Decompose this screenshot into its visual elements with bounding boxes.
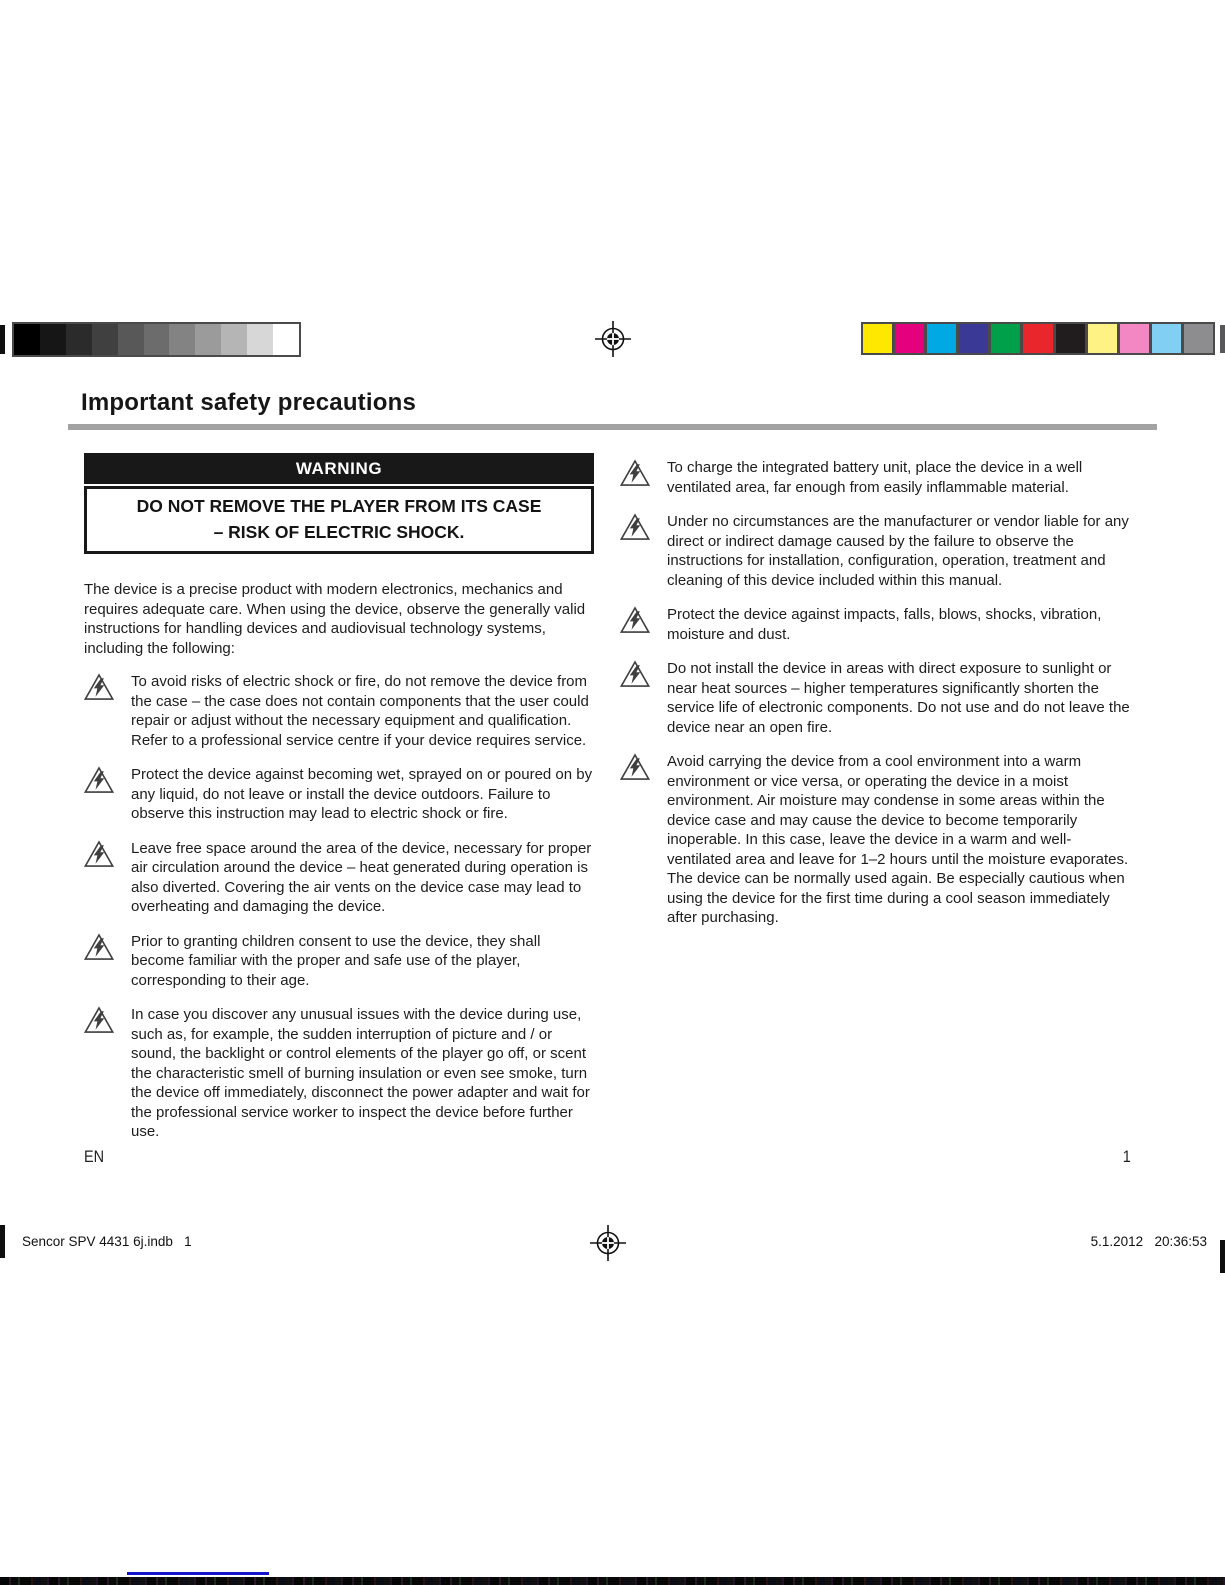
safety-item bbox=[84, 765, 594, 824]
safety-item-text: In case you discover any unusual issues with the device during use, such as, for example, the sudden interruption of picture and / or sound, the backlight or control elements of the player go off, or scent the characteristic smell of burning insulation or even see smoke, turn the device off immediately, disconnect the power adapter and wait for the professional service worker to inspect the device before further use. bbox=[131, 1006, 590, 1140]
electric-hazard-icon bbox=[84, 933, 114, 961]
calibration-swatch bbox=[1088, 324, 1117, 353]
calibration-swatch bbox=[863, 324, 892, 353]
page-edge-tick-top-left bbox=[0, 325, 5, 354]
safety-item bbox=[84, 839, 594, 917]
calibration-swatch bbox=[92, 324, 118, 355]
right-column bbox=[620, 458, 1134, 943]
title-underline bbox=[68, 424, 1157, 430]
calibration-swatch bbox=[144, 324, 170, 355]
scan-edge-noise bbox=[0, 1577, 1225, 1585]
safety-item bbox=[620, 605, 1134, 644]
calibration-swatch bbox=[1184, 324, 1213, 353]
calibration-swatch bbox=[66, 324, 92, 355]
safety-item-text: Protect the device against becoming wet, sprayed on or poured on by any liquid, do not leave or install the device outdoors. Failure to observe this instruction may lead to electric shock or fire. bbox=[131, 766, 593, 822]
calibration-swatch bbox=[1023, 324, 1052, 353]
grayscale-calibration-bar bbox=[12, 322, 301, 357]
safety-item-text: Protect the device against impacts, falls, blows, shocks, vibration, moisture and dust. bbox=[667, 606, 1102, 643]
page-edge-tick-footer-right bbox=[1220, 1240, 1225, 1273]
electric-hazard-icon bbox=[620, 660, 650, 688]
registration-mark-icon bbox=[586, 1221, 630, 1265]
color-calibration-bar bbox=[861, 322, 1215, 355]
calibration-swatch bbox=[991, 324, 1020, 353]
page-edge-tick-footer-left bbox=[0, 1225, 5, 1258]
electric-hazard-icon bbox=[620, 459, 650, 487]
electric-hazard-icon bbox=[620, 606, 650, 634]
calibration-swatch bbox=[959, 324, 988, 353]
footer-timestamp: 5.1.2012 20:36:53 bbox=[1090, 1234, 1207, 1249]
intro-paragraph: The device is a precise product with modern electronics, mechanics and requires adequate care. When using the device, observe the generally valid instructions for handling devices and audiovisual technology systems, including the following: bbox=[84, 581, 586, 657]
safety-item-text: Under no circumstances are the manufacturer or vendor liable for any direct or indirect damage caused by the failure to observe the instructions for installation, configuration, operation, treatment and cleaning of this device included within this manual. bbox=[667, 513, 1129, 589]
safety-item bbox=[84, 672, 594, 750]
safety-item bbox=[620, 512, 1134, 590]
left-column bbox=[84, 453, 594, 1157]
electric-hazard-icon bbox=[84, 840, 114, 868]
warning-box-line1: DO NOT REMOVE THE PLAYER FROM ITS CASE bbox=[136, 496, 542, 516]
safety-item-text: Prior to granting children consent to use the device, they shall become familiar with the proper and safe use of the player, corresponding to their age. bbox=[131, 932, 541, 989]
safety-item bbox=[620, 659, 1134, 737]
warning-box-line2: – RISK OF ELECTRIC SHOCK. bbox=[213, 522, 465, 542]
electric-hazard-icon bbox=[84, 766, 114, 794]
safety-item bbox=[620, 458, 1134, 497]
safety-item-text: To charge the integrated battery unit, place the device in a well ventilated area, far enough from easily inflammable material. bbox=[667, 459, 1083, 496]
calibration-swatch bbox=[895, 324, 924, 353]
warning-box bbox=[84, 453, 594, 554]
calibration-swatch bbox=[14, 324, 40, 355]
safety-item bbox=[84, 1005, 594, 1142]
calibration-swatch bbox=[169, 324, 195, 355]
safety-item-text: To avoid risks of electric shock or fire, do not remove the device from the case – the case does not contain components that the user could repair or adjust without the necessary equipment and qualification. Refer to a professional service centre if your device requires service. bbox=[131, 673, 589, 749]
safety-item-text: Avoid carrying the device from a cool environment into a warm environment or vice versa, or operating the device in a moist environment. Air moisture may condense in some areas within the device case and may cause the device to become temporarily inoperable. In this case, leave the device in a warm and well-ventilated area and leave for 1–2 hours until the moisture evaporates. The device can be normally used again. Be especially cautious when using the device for the first time during a cool season immediately after purchasing. bbox=[667, 753, 1129, 926]
warning-box-header: WARNING bbox=[84, 453, 594, 484]
warning-box-body bbox=[84, 486, 594, 554]
language-label: EN bbox=[84, 1147, 105, 1166]
page-edge-tick-top-right bbox=[1220, 325, 1225, 353]
scan-blue-line bbox=[127, 1572, 269, 1575]
electric-hazard-icon bbox=[620, 753, 650, 781]
electric-hazard-icon bbox=[84, 1006, 114, 1034]
registration-mark-icon bbox=[591, 317, 635, 361]
safety-item-text: Leave free space around the area of the device, necessary for proper air circulation around the device – heat generated during operation is also diverted. Covering the air vents on the device case may lead to overheating and damaging the device. bbox=[131, 839, 592, 915]
footer-filename: Sencor SPV 4431 6j.indb 1 bbox=[22, 1234, 192, 1249]
safety-item bbox=[84, 932, 594, 991]
electric-hazard-icon bbox=[84, 673, 114, 701]
electric-hazard-icon bbox=[620, 513, 650, 541]
calibration-swatch bbox=[195, 324, 221, 355]
calibration-swatch bbox=[927, 324, 956, 353]
calibration-swatch bbox=[221, 324, 247, 355]
safety-item bbox=[620, 752, 1134, 928]
calibration-swatch bbox=[40, 324, 66, 355]
calibration-swatch bbox=[247, 324, 273, 355]
calibration-swatch bbox=[1120, 324, 1149, 353]
page-number: 1 bbox=[1122, 1147, 1131, 1166]
calibration-swatch bbox=[118, 324, 144, 355]
calibration-swatch bbox=[1152, 324, 1181, 353]
safety-item-text: Do not install the device in areas with direct exposure to sunlight or near heat sources – higher temperatures significantly shorten the service life of electronic components. Do not use and do not leave the device near an open fire. bbox=[667, 660, 1130, 736]
calibration-swatch bbox=[273, 324, 299, 355]
page-title: Important safety precautions bbox=[81, 389, 417, 416]
calibration-swatch bbox=[1056, 324, 1085, 353]
